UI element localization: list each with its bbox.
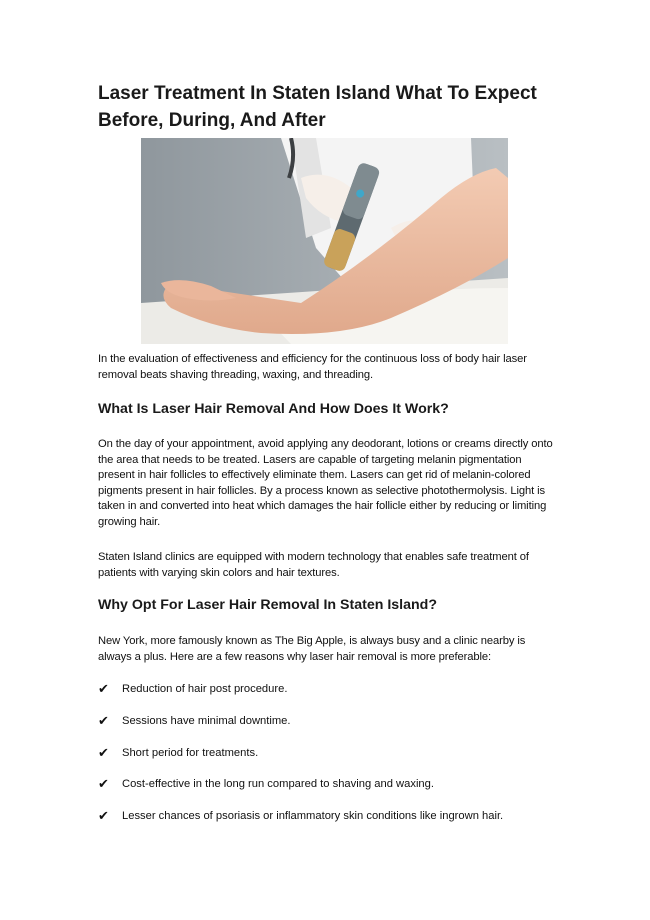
list-item-text: Reduction of hair post procedure. [122,683,288,695]
section-heading-what-is: What Is Laser Hair Removal And How Does It Work? [98,401,449,417]
list-item-text: Short period for treatments. [122,746,259,759]
page-title: Laser Treatment In Staten Island What To Expect Before, During, And After [98,83,537,131]
list-item [98,777,568,809]
list-item-text: Lesser chances of psoriasis or inflammatory skin conditions like ingrown hair. [122,810,504,823]
benefits-list [98,682,568,841]
laser-treatment-photo [141,138,508,344]
section-heading-why-opt: Why Opt For Laser Hair Removal In Staten Island? [98,597,437,613]
body-paragraph: Staten Island clinics are equipped with modern technology that enables safe treatment of patients with varying skin colors and hair textures. [98,551,529,579]
list-item [98,714,568,746]
body-paragraph: New York, more famously known as The Big Apple, is always busy and a clinic nearby is always a plus. Here are a few reasons why laser hair removal is more preferable: [98,635,526,663]
list-item-text: Cost-effective in the long run compared to shaving and waxing. [122,778,434,791]
checkmark-icon: ✔ [98,776,109,792]
body-paragraph: On the day of your appointment, avoid applying any deodorant, lotions or creams directly onto the area that needs to be treated. Lasers are capable of targeting melanin pigmentation present in hair follicles to effectively eliminate them. Lasers can get rid of melanin-colored pigments present in hair follicles. By a process known as selective photothermolysis. Light is taken in and converted into heat which damages the hair follicle either by reducing or limiting growing hair. [98,438,553,528]
list-item-text: Sessions have minimal downtime. [122,714,291,727]
checkmark-icon: ✔ [98,712,109,728]
checkmark-icon: ✔ [98,808,109,824]
list-item [98,809,568,841]
list-item [98,682,568,714]
intro-paragraph: In the evaluation of effectiveness and efficiency for the continuous loss of body hair laser removal beats shaving threading, waxing, and threading. [98,353,527,381]
checkmark-icon: ✔ [98,744,109,760]
checkmark-icon: ✔ [98,681,109,696]
list-item [98,746,568,778]
